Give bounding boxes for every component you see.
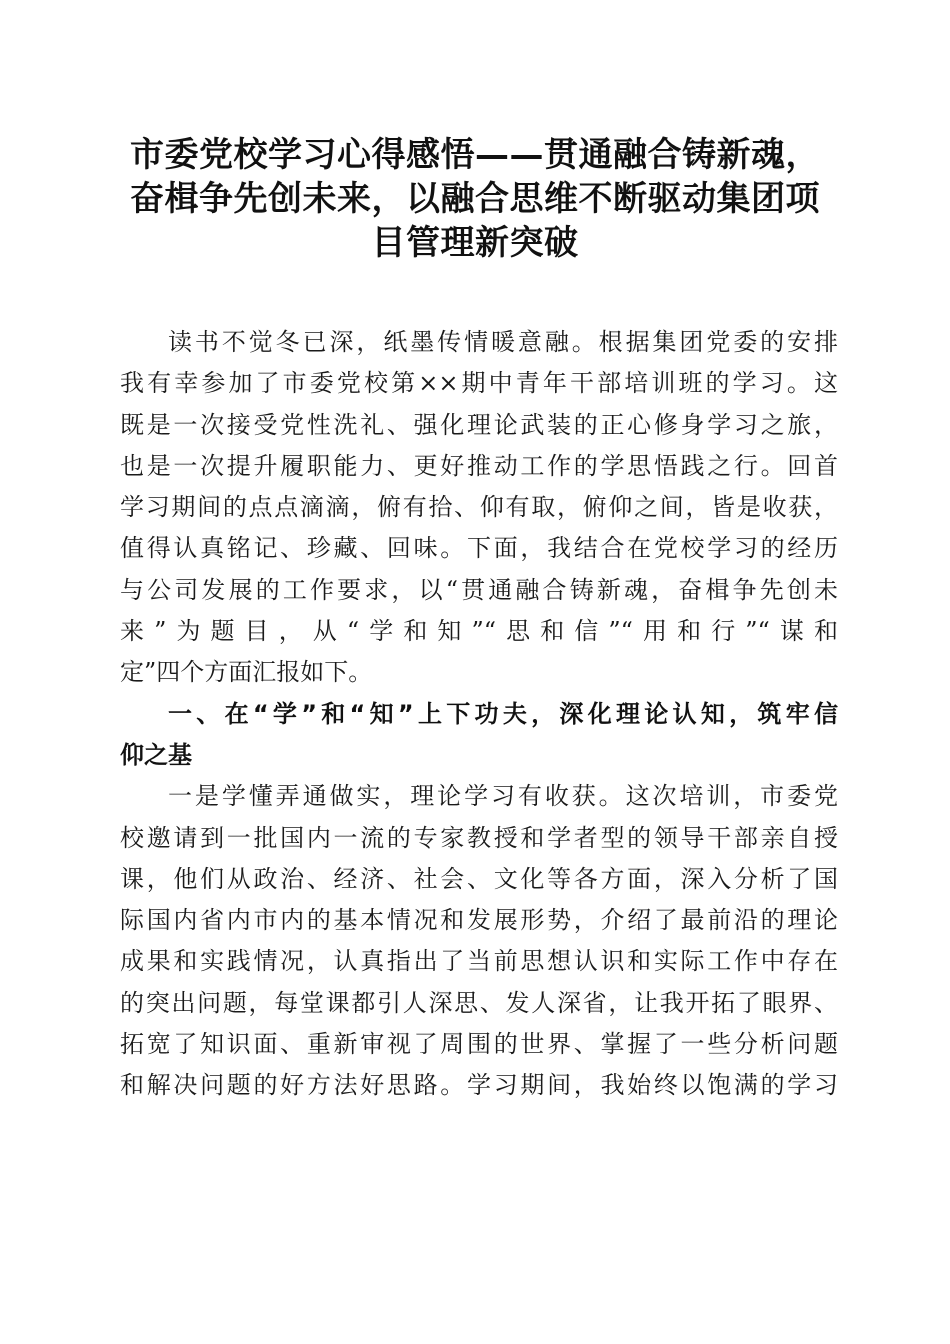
paragraph-line: 成果和实践情况，认真指出了当前思想认识和实际工作中存在 bbox=[120, 947, 838, 976]
paragraph-line: 读书不觉冬已深，纸墨传情暖意融。根据集团党委的安排 bbox=[168, 328, 838, 356]
title-line: 目管理新突破 bbox=[371, 223, 579, 263]
paragraph-line: 定”四个方面汇报如下。 bbox=[120, 658, 373, 687]
paragraph-line: 值得认真铭记、珍藏、回味。下面，我结合在党校学习的经历 bbox=[120, 534, 838, 563]
document-title bbox=[100, 133, 850, 265]
paragraph-line: 也是一次提升履职能力、更好推动工作的学思悟践之行。回首 bbox=[120, 451, 838, 480]
heading-line: 一、在“学”和“知”上下功夫，深化理论认知，筑牢信 bbox=[168, 699, 838, 728]
intro-paragraph bbox=[120, 322, 838, 694]
paragraph-line: 的突出问题，每堂课都引人深思、发人深省，让我开拓了眼界、 bbox=[120, 988, 838, 1017]
paragraph-line: 学习期间的点点滴滴，俯有拾、仰有取，俯仰之间，皆是收获， bbox=[120, 493, 838, 522]
title-line: 奋楫争先创未来，以融合思维不断驱动集团项 bbox=[130, 179, 820, 219]
title-line: 市委党校学习心得感悟——贯通融合铸新魂， bbox=[130, 135, 820, 175]
paragraph-line: 一是学懂弄通做实，理论学习有收获。这次培训，市委党 bbox=[168, 782, 838, 811]
paragraph-line: 既是一次接受党性洗礼、强化理论武装的正心修身学习之旅， bbox=[120, 410, 838, 439]
heading-line: 仰之基 bbox=[120, 740, 192, 769]
document-body bbox=[120, 322, 838, 1107]
paragraph-line: 校邀请到一批国内一流的专家教授和学者型的领导干部亲自授 bbox=[120, 823, 838, 852]
paragraph-line: 来”为题目，从“学和知”“思和信”“用和行”“谋和 bbox=[120, 617, 838, 646]
section-heading-1 bbox=[120, 694, 838, 777]
paragraph-line: 际国内省内市内的基本情况和发展形势，介绍了最前沿的理论 bbox=[120, 906, 838, 935]
paragraph-line: 和解决问题的好方法好思路。学习期间，我始终以饱满的学习 bbox=[120, 1071, 838, 1100]
paragraph-line: 拓宽了知识面、重新审视了周围的世界、掌握了一些分析问题 bbox=[120, 1030, 838, 1059]
paragraph-line: 课，他们从政治、经济、社会、文化等各方面，深入分析了国 bbox=[120, 864, 838, 893]
paragraph-line: 我有幸参加了市委党校第××期中青年干部培训班的学习。这 bbox=[120, 369, 838, 398]
paragraph-line: 与公司发展的工作要求，以“贯通融合铸新魂，奋楫争先创未 bbox=[120, 575, 838, 604]
section-1-paragraph bbox=[120, 776, 838, 1106]
